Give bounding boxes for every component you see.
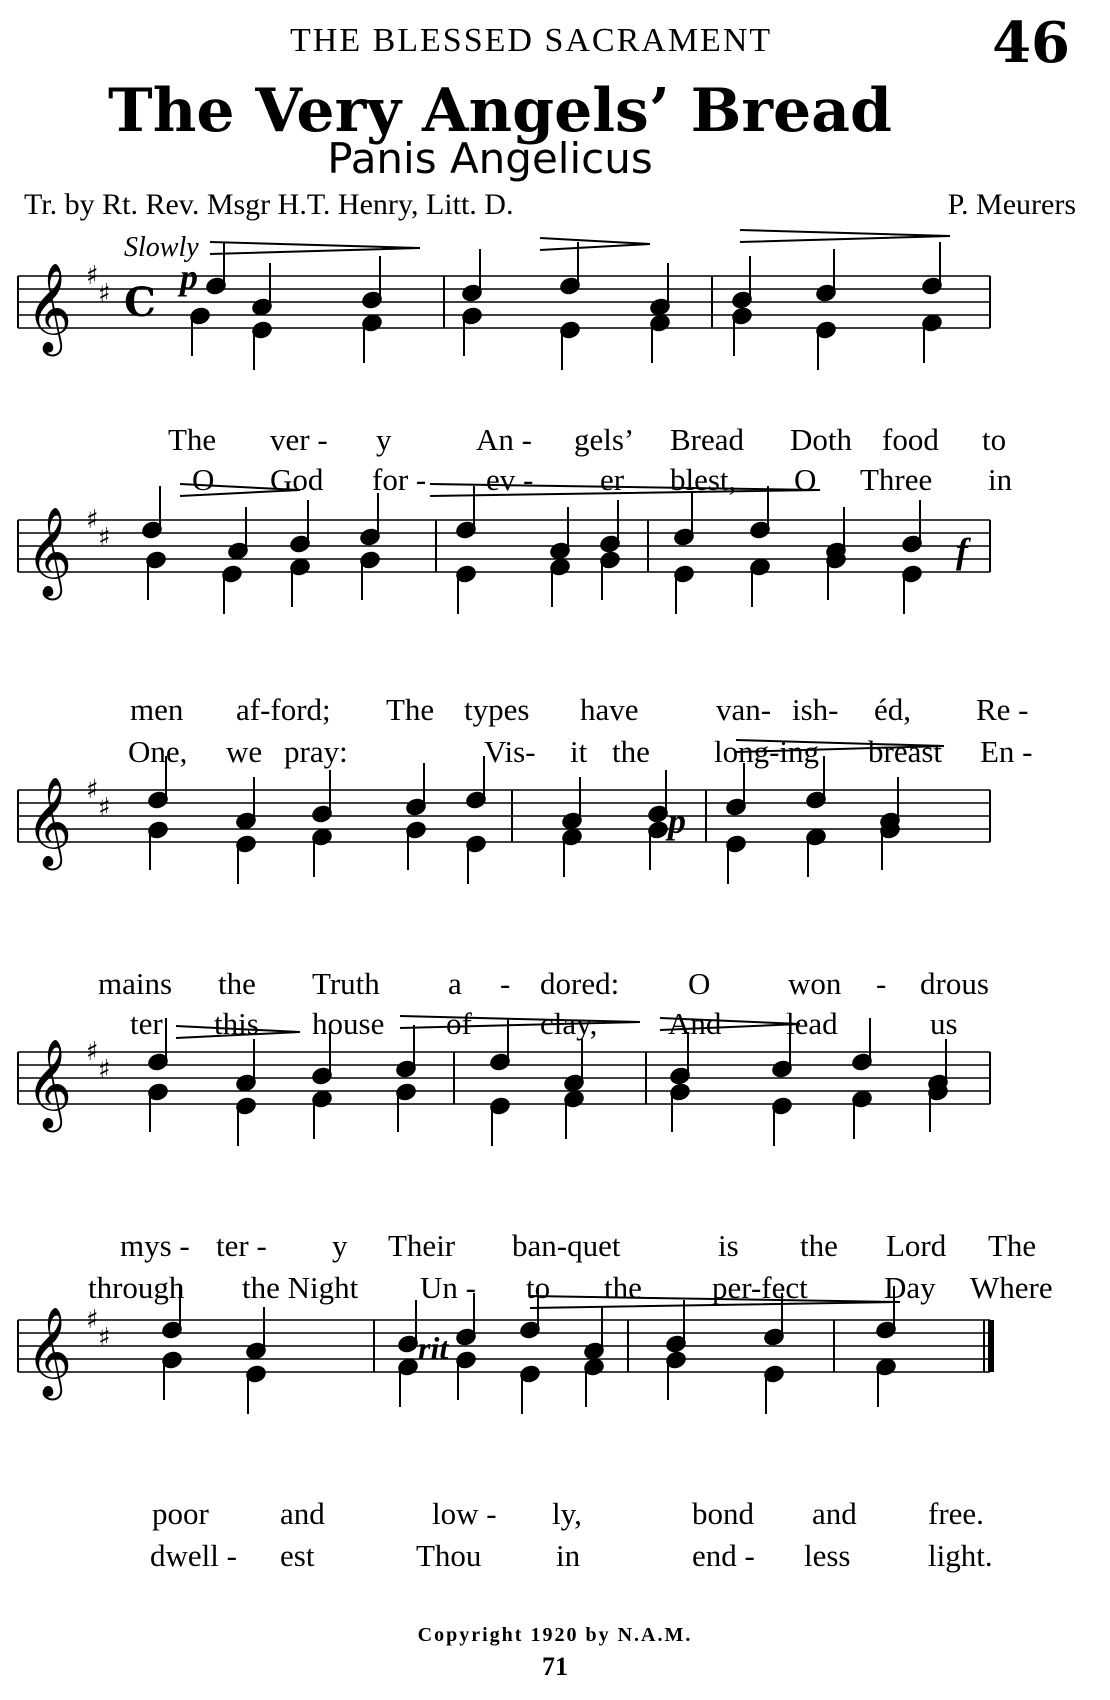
page-number: 71 [542,1652,568,1681]
sharp-icon: ♯ [86,261,99,291]
lyric-syllable: - [876,966,887,1001]
treble-clef-icon: 𝄞 [26,1307,73,1397]
lyric-syllable: the Night [242,1270,359,1305]
ritardando-marking: rit [418,1330,449,1366]
lyric-syllable: Doth [790,422,852,457]
treble-clef-icon: 𝄞 [26,777,73,867]
lyric-syllable: dwell - [150,1538,237,1573]
treble-clef-icon: 𝄞 [26,1039,73,1129]
lyric-syllable: for - [372,462,427,497]
hairpin [740,230,950,242]
sharp-icon: ♯ [98,523,111,553]
lyric-syllable: gels’ [574,422,635,457]
lyric-syllable: through [88,1270,185,1305]
lyric-syllable: less [804,1538,851,1573]
lyric-syllable: the [218,966,256,1001]
section-header: THE BLESSED SACRAMENT [290,22,773,59]
lyric-syllable: O [688,966,711,1001]
lyric-syllable: ter - [216,1228,267,1263]
lyric-syllable: drous [920,966,989,1001]
lyric-syllable: Re - [976,692,1029,727]
lyric-syllable: is [718,1228,739,1263]
lyric-syllable: Thou [416,1538,482,1573]
lyric-syllable: in [556,1538,581,1573]
copyright-notice: Copyright 1920 by N.A.M. [417,1624,693,1646]
lyric-syllable: An - [476,422,532,457]
lyric-syllable: blest, [670,462,737,497]
lyric-syllable: van- [716,692,772,727]
lyric-syllable: this [214,1006,259,1041]
lyric-syllable: in [988,462,1013,497]
lyric-syllable: types [464,692,530,727]
hairpin [540,238,650,250]
lyric-syllable: O [794,462,817,497]
sharp-icon: ♯ [98,793,111,823]
lyric-syllable: per-fect [712,1270,808,1305]
lyric-syllable: y [332,1228,348,1263]
sharp-icon: ♯ [86,1305,99,1335]
lyric-syllable: poor [152,1496,209,1531]
lyric-syllable: light. [928,1538,993,1573]
lyric-syllable: Un - [420,1270,476,1305]
lyric-syllable: Lord [886,1228,947,1263]
lyric-syllable: - [500,966,511,1001]
lyric-syllable: the [612,734,650,769]
lyric-syllable: clay, [540,1006,598,1041]
lyric-syllable: bond [692,1496,754,1531]
lyric-syllable: mains [98,966,173,1001]
lyric-syllable: pray: [284,734,348,769]
lyric-syllable: And [668,1006,722,1041]
lyric-syllable: end - [692,1538,755,1573]
lyric-syllable: and [812,1496,857,1531]
lyric-syllable: ter [130,1006,163,1041]
lyric-syllable: Bread [670,422,745,457]
lyric-syllable: a [448,966,462,1001]
translator-credit: Tr. by Rt. Rev. Msgr H.T. Henry, Litt. D. [24,188,514,221]
hairpin [210,242,420,254]
treble-clef-icon: 𝄞 [26,263,73,353]
lyric-syllable: Where [970,1270,1053,1305]
hymn-subtitle: Panis Angelicus [327,134,653,183]
lyric-syllable: food [882,422,939,457]
lyric-syllable: the [800,1228,838,1263]
lyric-syllable: we [226,734,263,769]
treble-clef-icon: 𝄞 [26,507,73,597]
lyric-syllable: God [270,462,324,497]
lyric-syllable: low - [432,1496,497,1531]
lyric-syllable: éd, [874,692,912,727]
lyric-syllable: breast [868,734,943,769]
sharp-icon: ♯ [86,505,99,535]
lyric-syllable: ban-quet [512,1228,621,1263]
lyric-syllable: it [570,734,588,769]
lyric-syllable: of [446,1006,472,1041]
lyric-syllable: ver - [270,422,328,457]
lyric-syllable: er [600,462,625,497]
lyric-syllable: O [192,462,215,497]
lyric-syllable: Day [884,1270,936,1305]
lyric-syllable: to [982,422,1007,457]
lyric-syllable: to [526,1270,551,1305]
lyric-syllable: est [280,1538,315,1573]
lyric-syllable: us [930,1006,958,1041]
sharp-icon: ♯ [98,1055,111,1085]
lyric-syllable: y [376,422,392,457]
sharp-icon: ♯ [86,1037,99,1067]
lyric-syllable: ly, [552,1496,582,1531]
lyric-syllable: Their [388,1228,456,1263]
composer-credit: P. Meurers [947,188,1076,221]
lyric-syllable: dored: [540,966,620,1001]
lyric-syllable: house [312,1006,385,1041]
hymn-number: 46 [992,10,1070,76]
lyric-syllable: mys - [120,1228,190,1263]
lyric-syllable: The [988,1228,1037,1263]
lyric-syllable: One, [128,734,188,769]
lyric-syllable: free. [928,1496,984,1531]
lyric-syllable: af-ford; [236,692,331,727]
lyric-syllable: lead [786,1006,838,1041]
lyric-syllable: ish- [792,692,839,727]
dynamic-forte: f [956,531,968,571]
lyric-syllable: won [788,966,842,1001]
hymn-title: The Very Angels’ Bread [108,76,892,146]
dynamic-piano: p [668,801,686,841]
lyric-syllable: Vis- [484,734,536,769]
lyric-syllable: long-ing [714,734,820,769]
lyric-syllable: and [280,1496,325,1531]
lyric-syllable: En - [980,734,1033,769]
lyric-syllable: The [168,422,217,457]
lyric-syllable: Three [860,462,933,497]
lyric-syllable: Truth [312,966,380,1001]
lyric-syllable: The [386,692,435,727]
sharp-icon: ♯ [98,1323,111,1353]
final-barline [988,1320,994,1372]
lyric-syllable: men [130,692,184,727]
lyric-syllable: the [604,1270,642,1305]
sharp-icon: ♯ [86,775,99,805]
hairpin [400,1016,640,1028]
tempo-marking: Slowly [124,232,199,263]
lyric-syllable: ev - [486,462,534,497]
dynamic-piano: p [180,257,198,297]
time-signature: C [124,279,156,326]
lyric-syllable: have [580,692,639,727]
sharp-icon: ♯ [98,279,111,309]
